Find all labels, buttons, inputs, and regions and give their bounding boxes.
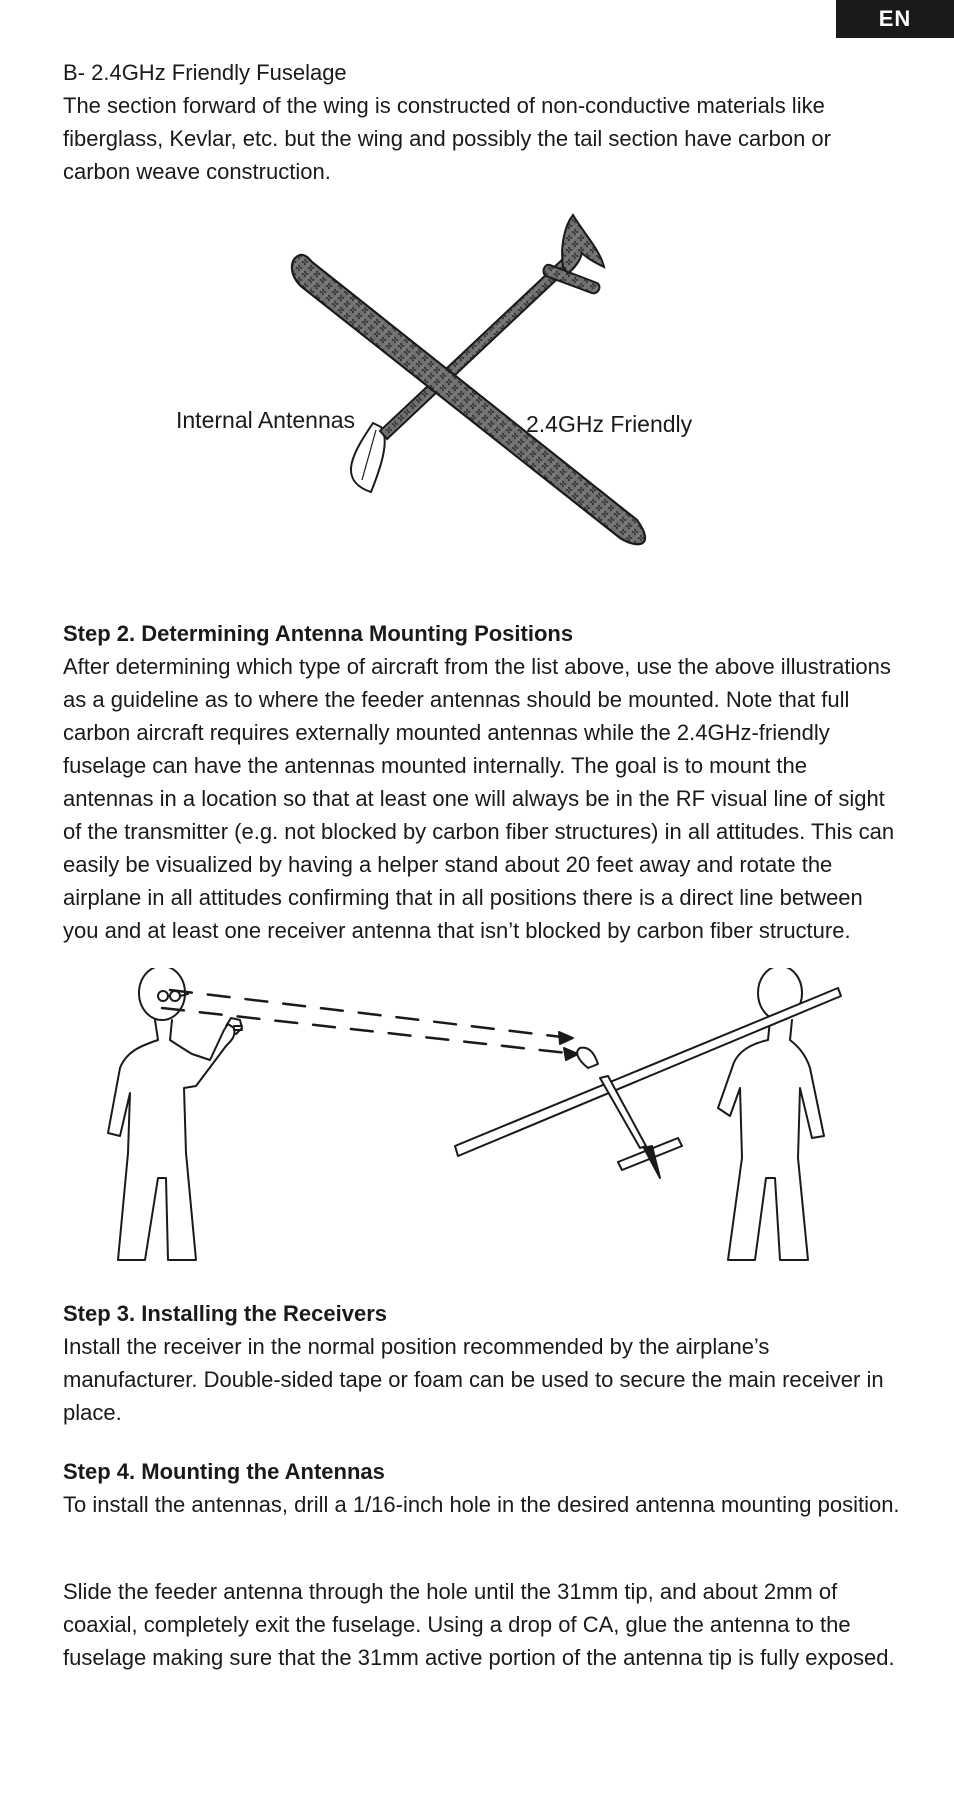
section-b-body: The section forward of the wing is constructed of non-conductive materials like fiberglass, Kevlar, etc. but the wing and possibly the tail section have carbon or carbon weave construction. [63, 93, 831, 184]
glider-figure [140, 205, 700, 575]
step-4-heading: Step 4. Mounting the Antennas [63, 1459, 385, 1484]
pilot-figure [108, 968, 242, 1260]
step-2-heading: Step 2. Determining Antenna Mounting Positions [63, 621, 574, 646]
step-3-section [63, 1297, 903, 1429]
friendly-label: 2.4GHz Friendly [526, 411, 693, 437]
step-4-section [63, 1455, 903, 1521]
language-badge: EN [836, 0, 954, 38]
step-4-body-1: To install the antennas, drill a 1/16-inch hole in the desired antenna mounting position. [63, 1492, 900, 1517]
step-3-heading: Step 3. Installing the Receivers [63, 1301, 388, 1326]
step-3-body: Install the receiver in the normal position recommended by the airplane’s manufacturer. Double-sided tape or foam can be used to secure the main receiver in place. [63, 1334, 884, 1425]
line-of-sight-figure [100, 968, 860, 1268]
step-4-continued [63, 1575, 903, 1674]
section-b [63, 56, 903, 188]
carbon-glider-illustration [140, 205, 700, 575]
step-4-body-2: Slide the feeder antenna through the hole until the 31mm tip, and about 2mm of coaxial, completely exit the fuselage. Using a drop of CA, glue the antenna to the fuselage making sure that the 31mm active portion of the antenna tip is fully exposed. [63, 1579, 895, 1670]
helper-figure [718, 968, 824, 1260]
glider-nose [577, 1048, 598, 1068]
glider-wing [455, 988, 841, 1156]
line-of-sight-illustration [100, 968, 860, 1268]
internal-antennas-label: Internal Antennas [176, 407, 356, 433]
section-b-title: B- 2.4GHz Friendly Fuselage [63, 60, 347, 85]
step-2-section [63, 617, 903, 947]
step-2-body: After determining which type of aircraft from the list above, use the above illustrations as a guideline as to where the feeder antennas should be mounted. Note that full carbon aircraft requires externally mounted antennas while the 2.4GHz-friendly fuselage can have the antennas mounted internally. The goal is to mount the antennas in a location so that at least one will always be in the RF visual line of sight of the transmitter (e.g. not blocked by carbon fiber structures) in all attitudes. This can easily be visualized by having a helper stand about 20 feet away and rotate the airplane in all attitudes confirming that in all positions there is a direct line between you and at least one receiver antenna that isn’t blocked by carbon fiber structure. [63, 654, 895, 943]
